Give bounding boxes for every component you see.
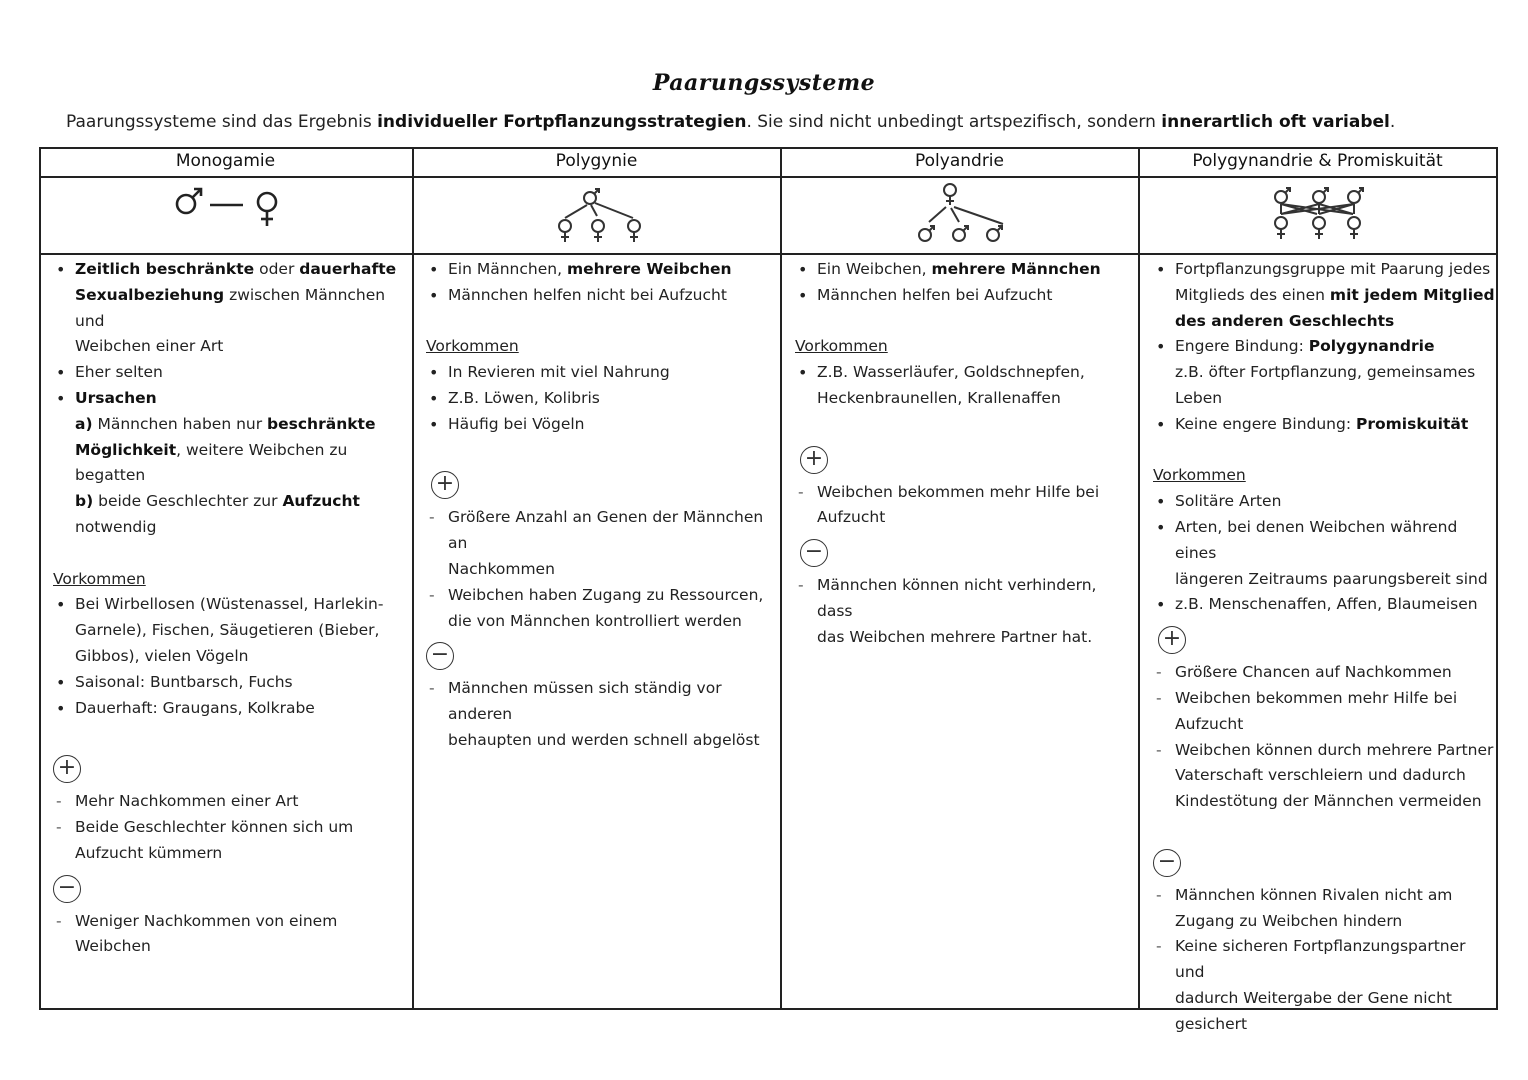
- text: Gibbos), vielen Vögeln: [75, 646, 249, 665]
- text: Weibchen einer Art: [75, 337, 224, 356]
- plus-icon: +: [431, 471, 459, 499]
- text: Größere Chancen auf Nachkommen: [1175, 663, 1452, 682]
- bold-text: a): [75, 414, 93, 433]
- bold-text: Zeitlich beschränkte: [75, 260, 255, 278]
- bold-text: beschränkte: [267, 414, 376, 433]
- list-item: [1153, 489, 1495, 515]
- polygyny-diagram: [547, 178, 647, 254]
- list-item: [795, 480, 1135, 532]
- text: z.B. öfter Fortpflanzung, gemeinsames: [1175, 363, 1476, 382]
- column-divider: [780, 147, 782, 1010]
- intro-bold: innerartlich oft variabel: [1161, 112, 1390, 132]
- list-item: [795, 573, 1135, 650]
- text: Z.B. Löwen, Kolibris: [448, 388, 600, 407]
- text: die von Männchen kontrolliert werden: [448, 611, 742, 630]
- list-item: [795, 257, 1135, 283]
- list-item: [426, 505, 776, 582]
- column-divider: [412, 147, 414, 1010]
- minus-icon: −: [426, 642, 454, 670]
- text: gesichert: [1175, 1014, 1248, 1033]
- table-border-right: [1496, 147, 1498, 1010]
- list-item: [795, 360, 1135, 412]
- polyandrie-content: [795, 257, 1135, 651]
- list-item: [53, 815, 408, 867]
- bold-text: Promiskuität: [1356, 414, 1469, 433]
- text: Männchen helfen bei Aufzucht: [817, 285, 1053, 304]
- text: Häufig bei Vögeln: [448, 414, 585, 433]
- text: In Revieren mit viel Nahrung: [448, 363, 670, 382]
- page-title: Paarungssysteme: [652, 70, 876, 96]
- minus-icon: −: [800, 539, 828, 567]
- text: Solitäre Arten: [1175, 492, 1282, 511]
- header-polygynie: Polygynie: [555, 151, 638, 171]
- text: Eher selten: [75, 363, 163, 382]
- text: Weibchen haben Zugang zu Ressourcen,: [448, 585, 764, 604]
- text: Männchen haben nur: [92, 414, 268, 433]
- bold-text: Aufzucht: [282, 492, 360, 511]
- text: behaupten und werden schnell abgelöst: [448, 730, 760, 749]
- list-item: [795, 283, 1135, 309]
- plus-icon: +: [800, 446, 828, 474]
- list-item: [1153, 883, 1495, 935]
- text: Keine engere Bindung:: [1175, 414, 1356, 433]
- text: beide Geschlechter zur: [93, 492, 283, 511]
- text: Keine sicheren Fortpflanzungspartner und: [1175, 937, 1466, 982]
- text: Aufzucht kümmern: [75, 843, 223, 862]
- text: Männchen können Rivalen nicht am: [1175, 885, 1453, 904]
- section-heading-vorkommen: Vorkommen: [795, 337, 888, 356]
- bold-text: Sexualbeziehung: [75, 285, 225, 304]
- list-item: [53, 670, 408, 696]
- list-item: [53, 257, 408, 360]
- text: Kindestötung der Männchen vermeiden: [1175, 792, 1482, 811]
- list-item: [53, 909, 408, 961]
- text: z.B. Menschenaffen, Affen, Blaumeisen: [1175, 595, 1478, 614]
- list-item: [53, 789, 408, 815]
- text: Fortpflanzungsgruppe mit Paarung jedes: [1175, 260, 1491, 278]
- polygynie-content: [426, 257, 776, 754]
- column-divider: [1138, 147, 1140, 1010]
- text: Engere Bindung:: [1175, 337, 1309, 356]
- list-item: [53, 386, 408, 412]
- text: Weibchen können durch mehrere Partner: [1175, 740, 1494, 759]
- text: Nachkommen: [448, 559, 555, 578]
- text: Saisonal: Buntbarsch, Fuchs: [75, 672, 293, 691]
- list-item: [53, 696, 408, 722]
- list-item: [426, 360, 776, 386]
- text: Beide Geschlechter können sich um: [75, 817, 354, 836]
- list-item: [426, 583, 776, 635]
- intro-part: .: [1389, 112, 1396, 132]
- text: Größere Anzahl an Genen der Männchen an: [448, 508, 764, 553]
- list-item: [53, 489, 408, 541]
- list-item: [1153, 686, 1495, 738]
- section-heading-vorkommen: Vorkommen: [426, 337, 519, 356]
- mating-systems-table: [39, 147, 1498, 1033]
- monogamie-content: [53, 257, 408, 960]
- text: Zugang zu Weibchen hindern: [1175, 911, 1403, 930]
- text: Mehr Nachkommen einer Art: [75, 792, 299, 811]
- bold-text: mit jedem Mitglied: [1329, 285, 1495, 304]
- list-item: [1153, 660, 1495, 686]
- text: Garnele), Fischen, Säugetieren (Bieber,: [75, 621, 380, 640]
- text: zwischen Männchen und: [75, 285, 386, 330]
- text: Heckenbraunellen, Krallenaffen: [817, 388, 1061, 407]
- plus-icon: +: [1158, 626, 1186, 654]
- text: notwendig: [75, 517, 157, 536]
- list-item: [426, 412, 776, 438]
- text: Aufzucht: [1175, 714, 1244, 733]
- text: Vaterschaft verschleiern und dadurch: [1175, 766, 1466, 785]
- bold-text: Polygynandrie: [1308, 337, 1435, 356]
- list-item: [1153, 934, 1495, 1037]
- bold-text: Ursachen: [75, 388, 157, 407]
- polyandry-diagram: [909, 178, 1009, 254]
- text: Männchen können nicht verhindern, dass: [817, 576, 1097, 620]
- text: Männchen müssen sich ständig vor anderen: [448, 679, 722, 724]
- minus-icon: −: [53, 875, 81, 903]
- list-item: [426, 676, 776, 753]
- text: Ein Weibchen,: [817, 260, 932, 278]
- list-item: [1153, 738, 1495, 815]
- intro-bold: individueller Fortpflanzungsstrategien: [377, 112, 747, 132]
- list-item: [426, 386, 776, 412]
- text: Z.B. Wasserläufer, Goldschnepfen,: [817, 363, 1085, 382]
- bold-text: dauerhafte: [299, 260, 397, 278]
- bold-text: mehrere Männchen: [931, 260, 1101, 278]
- table-border-left: [39, 147, 41, 1010]
- bold-text: des anderen Geschlechts: [1175, 311, 1395, 330]
- header-polygynandrie: Polygynandrie & Promiskuität: [1192, 151, 1443, 171]
- text: Mitglieds des einen: [1175, 285, 1330, 304]
- polygynandrie-content: [1153, 257, 1495, 1038]
- monogamy-diagram: [169, 178, 289, 254]
- text: das Weibchen mehrere Partner hat.: [817, 627, 1093, 646]
- intro-part: Paarungssysteme sind das Ergebnis: [66, 112, 378, 132]
- list-item: [1153, 592, 1495, 618]
- list-item: [1153, 334, 1495, 411]
- list-item: [53, 592, 408, 669]
- list-item: [53, 412, 408, 489]
- list-item: [1153, 515, 1495, 592]
- text: oder: [254, 260, 300, 278]
- text: Dauerhaft: Graugans, Kolkrabe: [75, 698, 315, 717]
- section-heading-vorkommen: Vorkommen: [1153, 466, 1246, 485]
- text: Leben: [1175, 388, 1223, 407]
- text: Weibchen bekommen mehr Hilfe bei: [1175, 688, 1458, 707]
- text: , weitere Weibchen zu begatten: [75, 440, 348, 485]
- text: Männchen helfen nicht bei Aufzucht: [448, 285, 727, 304]
- text: Weniger Nachkommen von einem Weibchen: [75, 911, 338, 956]
- text: Ein Männchen,: [448, 260, 567, 278]
- text: dadurch Weitergabe der Gene nicht: [1175, 988, 1452, 1007]
- bold-text: mehrere Weibchen: [566, 260, 732, 278]
- minus-icon: −: [1153, 849, 1181, 877]
- text: längeren Zeitraums paarungsbereit sind: [1175, 569, 1488, 588]
- bold-text: b): [75, 492, 94, 511]
- bold-text: Möglichkeit: [75, 440, 177, 459]
- list-item: [426, 283, 776, 309]
- text: Bei Wirbellosen (Wüstenassel, Harlekin-: [75, 595, 384, 614]
- list-item: [426, 257, 776, 283]
- text: Arten, bei denen Weibchen während eines: [1175, 517, 1458, 562]
- list-item: [1153, 257, 1495, 334]
- header-polyandrie: Polyandrie: [915, 151, 1004, 171]
- section-heading-vorkommen: Vorkommen: [53, 569, 146, 588]
- intro-part: . Sie sind nicht unbedingt artspezifisch, sondern: [746, 112, 1162, 132]
- text: Aufzucht: [817, 508, 886, 527]
- header-monogamie: Monogamie: [175, 151, 276, 171]
- intro-text: [66, 112, 1395, 132]
- plus-icon: +: [53, 755, 81, 783]
- list-item: [53, 360, 408, 386]
- list-item: [1153, 412, 1495, 438]
- polygynandry-diagram: [1267, 178, 1367, 254]
- text: Weibchen bekommen mehr Hilfe bei: [817, 482, 1100, 501]
